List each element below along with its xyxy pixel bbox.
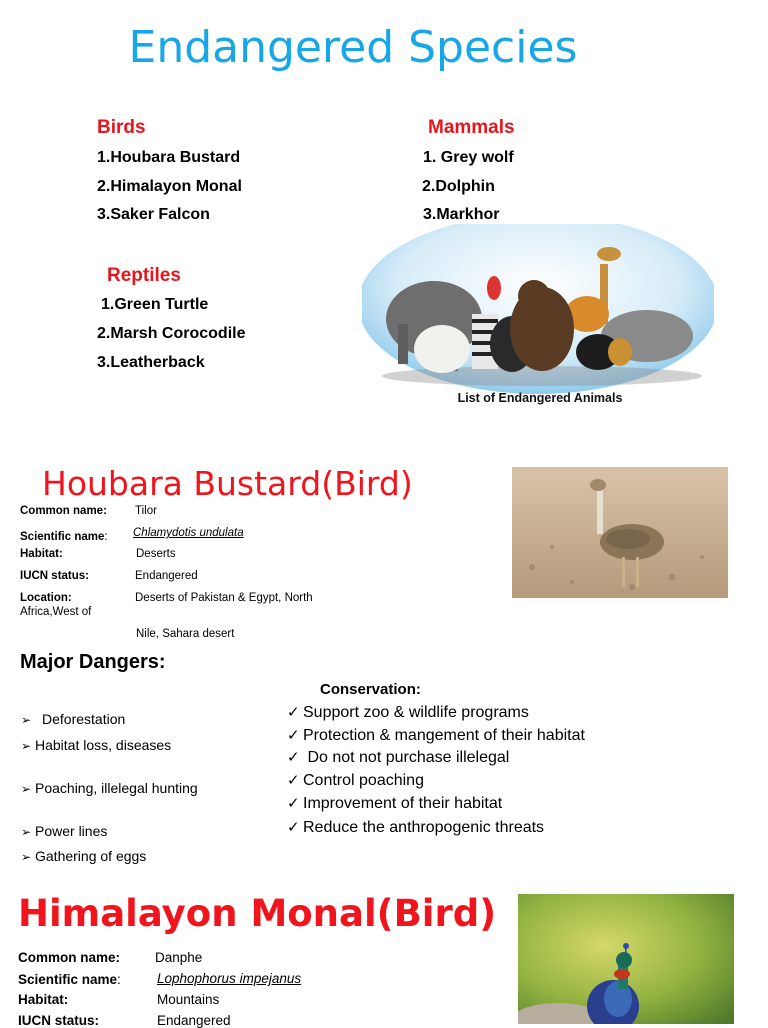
houbara-title: Houbara Bustard(Bird) [42, 464, 413, 503]
endangered-animals-image [362, 224, 714, 416]
danger-item [21, 848, 146, 864]
houbara-scientific-name-text: Chlamydotis undulata [133, 527, 244, 539]
monal-common-name-label: Common name: [18, 950, 121, 965]
danger-item [21, 711, 125, 727]
reptiles-heading: Reptiles [107, 265, 181, 286]
monal-scientific-label-row [18, 971, 121, 989]
danger-text: Power lines [35, 823, 108, 839]
conservation-item [287, 771, 424, 790]
mammals-heading: Mammals [428, 117, 515, 138]
reptiles-item-2: 2.Marsh Corocodile [97, 325, 246, 342]
conservation-item [287, 794, 502, 813]
monal-habitat: Mountains [157, 992, 220, 1007]
monal-iucn-label: IUCN status: [18, 1013, 100, 1028]
major-dangers-heading: Major Dangers: [20, 651, 166, 673]
houbara-location-line-3: Nile, Sahara desert [136, 628, 235, 640]
check-icon: ✓ [287, 819, 300, 836]
animals-image-caption: List of Endangered Animals [457, 391, 623, 405]
conservation-heading: Conservation: [320, 681, 421, 698]
houbara-habitat-label: Habitat: [20, 548, 63, 560]
check-icon: ✓ [287, 795, 300, 812]
reptiles-item-1: 1.Green Turtle [101, 296, 209, 313]
monal-scientific-label: Scientific name [18, 972, 118, 987]
bullet-arrow-icon: ➢ [21, 825, 32, 839]
bullet-arrow-icon: ➢ [21, 713, 32, 727]
conservation-item [287, 703, 529, 722]
danger-text: Deforestation [42, 711, 126, 727]
houbara-bustard-photo [512, 467, 728, 598]
himalayan-monal-photo [518, 894, 734, 1024]
houbara-habitat: Deserts [136, 548, 176, 560]
check-icon: ✓ [287, 749, 300, 766]
danger-text: Habitat loss, diseases [35, 737, 172, 753]
bullet-arrow-icon: ➢ [21, 739, 32, 753]
bullet-arrow-icon: ➢ [21, 850, 32, 864]
conservation-item [287, 818, 544, 837]
mammals-item-3: 3.Markhor [423, 206, 500, 223]
monal-title: Himalayon Monal(Bird) [18, 892, 497, 935]
conservation-text: Improvement of their habitat [303, 795, 503, 812]
birds-item-2: 2.Himalayon Monal [97, 178, 242, 195]
houbara-location-label: Location: [20, 592, 72, 604]
monal-common-name: Danphe [155, 950, 203, 965]
mammals-item-2: 2.Dolphin [422, 178, 495, 195]
monal-scientific-name-text: Lophophorus impejanus [157, 971, 302, 986]
houbara-common-name: Tilor [135, 505, 157, 517]
mammals-item-1: 1. Grey wolf [423, 149, 514, 166]
check-icon: ✓ [287, 704, 300, 721]
conservation-text: Protection & mangement of their habitat [303, 727, 585, 744]
conservation-text: Reduce the anthropogenic threats [303, 819, 545, 836]
check-icon: ✓ [287, 772, 300, 789]
monal-iucn: Endangered [157, 1013, 231, 1028]
monal-habitat-label: Habitat: [18, 992, 69, 1007]
houbara-scientific-name [133, 527, 244, 539]
conservation-text: Support zoo & wildlife programs [303, 704, 529, 721]
check-icon: ✓ [287, 727, 300, 744]
houbara-iucn-label: IUCN status: [20, 570, 90, 582]
conservation-item [287, 726, 585, 745]
danger-item [21, 780, 198, 796]
conservation-text: Control poaching [303, 772, 424, 789]
danger-item [21, 737, 171, 753]
monal-scientific-colon: : [117, 972, 121, 987]
birds-item-3: 3.Saker Falcon [97, 206, 210, 223]
houbara-iucn: Endangered [135, 570, 198, 582]
bullet-arrow-icon: ➢ [21, 782, 32, 796]
houbara-scientific-label: Scientific name [20, 531, 105, 543]
reptiles-item-3: 3.Leatherback [97, 354, 205, 371]
houbara-scientific-label-row [20, 527, 108, 545]
danger-text: Poaching, illelegal hunting [35, 780, 198, 796]
birds-heading: Birds [97, 117, 146, 138]
conservation-text: Do not not purchase illelegal [303, 749, 510, 766]
page-title: Endangered Species [128, 22, 578, 73]
danger-text: Gathering of eggs [35, 848, 147, 864]
birds-item-1: 1.Houbara Bustard [97, 149, 241, 166]
houbara-scientific-colon: : [104, 531, 108, 543]
conservation-item [287, 748, 509, 767]
houbara-common-name-label: Common name: [20, 505, 107, 517]
houbara-location-line-1: Deserts of Pakistan & Egypt, North [135, 592, 313, 604]
houbara-location-line-2: Africa,West of [20, 606, 92, 618]
monal-scientific-name [146, 971, 301, 986]
danger-item [21, 823, 107, 839]
